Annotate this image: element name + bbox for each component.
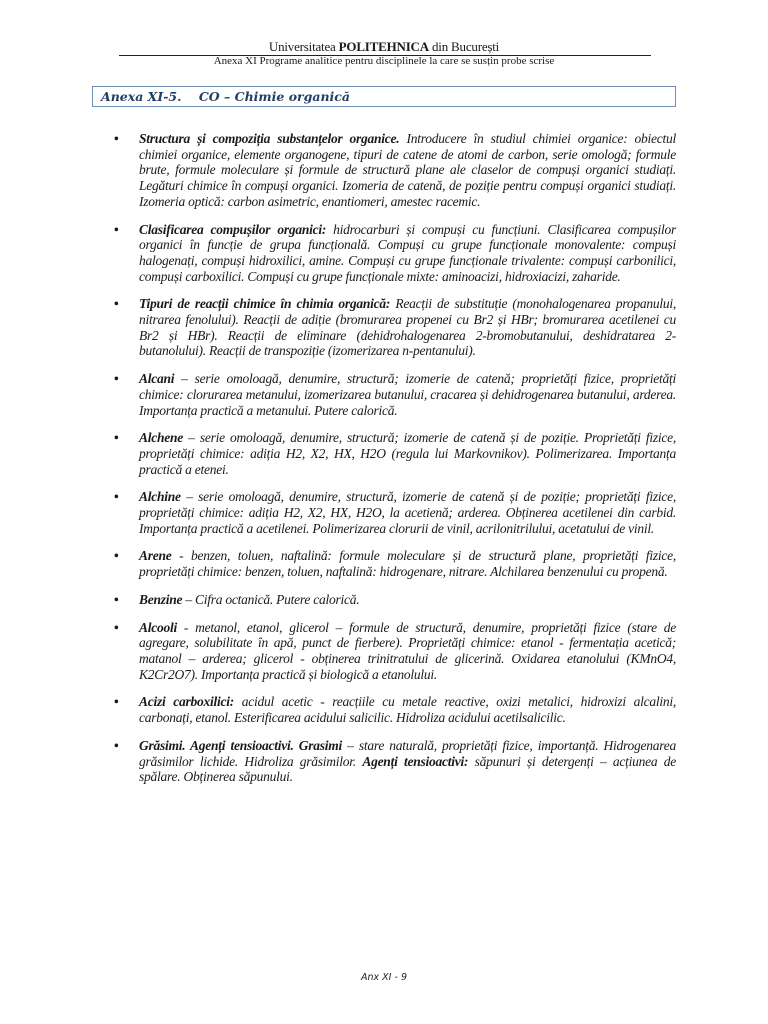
list-item bbox=[0, 738, 768, 785]
item-heading: Alchine bbox=[139, 489, 181, 505]
item-heading: Arene bbox=[139, 548, 172, 564]
list-item bbox=[0, 694, 768, 725]
university-suffix: din București bbox=[428, 39, 500, 54]
bullet-icon: • bbox=[114, 619, 119, 635]
item-text: – stare naturală, proprietăți fizice, importanță. Hidrogenarea grăsimilor lichide. Hidroliza grăsimilor. bbox=[139, 737, 676, 769]
item-text: - metanol, etanol, glicerol – formule de structură, denumire, proprietăți fizice (stare de agregare, solubilitate în apă, punct de fierbere). Proprietăți chimice: etanol - fermentația acetică; matanol – arderea; glicerol - obținerea trinitratului de glicerină. Oxidarea etanolului (KMnO4, K2Cr2O7). Importanța practică și biologică a etanolului. bbox=[139, 619, 676, 682]
item-text: – Cifra octanică. Putere calorică. bbox=[182, 591, 360, 607]
item-text: săpunuri și detergenți – acțiunea de spălare. Obținerea săpunului. bbox=[139, 753, 676, 785]
item-text: Introducere în studiul chimiei organice: obiectul chimiei organice, elemente organogene, tipuri de catene de atomi de carbon, serie omologă; formule brute, formule moleculare și formule de structură plane ale claselor de compuși organici studiați. Legături chimice în compuși organici. Izomeria de catenă, de poziție pentru compuși organici studiați. Izomeria optică: carbon asimetric, enantiomeri, amestec racemic. bbox=[139, 131, 676, 209]
list-item bbox=[0, 131, 768, 210]
list-item bbox=[0, 548, 768, 579]
item-text: – serie omoloagă, denumire, structură; izomerie de catenă; proprietăți fizice, proprietăți chimice: clorurarea metanului, izomerizarea butanului, cracarea și dehidrogenarea butanului, arderea. Importanța practică a metanului. Putere calorică. bbox=[139, 371, 676, 418]
item-heading: Grăsimi. Agenți tensioactivi. Grasimi bbox=[139, 737, 342, 753]
item-heading: Benzine bbox=[139, 591, 183, 607]
item-text: – serie omoloagă, denumire, structură, izomerie de catenă și de poziție; proprietăți fizice, proprietăți chimice: adiția H2, X2, HX, H2O, la acetienă; arderea. Obținerea acetilenei din carbid. Importanța practică a acetilenei. Polimerizarea clorurii de vinil, acrilonitrilului, acetatului de vinil. bbox=[139, 489, 676, 536]
list-item bbox=[0, 592, 768, 608]
list-item bbox=[0, 222, 768, 285]
bullet-icon: • bbox=[114, 221, 119, 237]
list-item bbox=[0, 430, 768, 477]
header-subtitle: Anexa XI Programe analitice pentru disciplinele la care se susțin probe scrise bbox=[213, 55, 555, 67]
item-heading: Alcooli bbox=[139, 619, 177, 635]
list-item bbox=[0, 371, 768, 418]
bullet-icon: • bbox=[114, 737, 119, 753]
bullet-icon: • bbox=[114, 430, 119, 446]
item-heading: Clasificarea compușilor organici: bbox=[139, 221, 327, 237]
list-item bbox=[0, 489, 768, 536]
section-title: Anexa XI-5. CO – Chimie organică bbox=[92, 86, 676, 107]
university-name: POLITEHNICA bbox=[338, 39, 429, 54]
bullet-icon: • bbox=[114, 489, 119, 505]
item-heading: Structura și compoziția substanțelor organice. bbox=[139, 131, 400, 146]
bullet-icon: • bbox=[114, 371, 119, 387]
item-text: hidrocarburi și compuși cu funcțiuni. Clasificarea compușilor organici în funcție de grupa funcțională. Compuși cu grupe funcționale monovalente: compuși halogenați, compuși hidroxilici, amine. Compuși cu grupe funcționale trivalente: compuși carbonilici, compuși carboxilici. Compuși cu grupe funcționale mixte: aminoacizi, hidroxiacizi, zaharide. bbox=[139, 221, 676, 284]
page-number: Anx XI - 9 bbox=[361, 972, 407, 983]
bullet-icon: • bbox=[114, 548, 119, 564]
item-heading: Tipuri de reacții chimice în chimia organică: bbox=[139, 296, 391, 312]
list-item bbox=[0, 620, 768, 683]
item-text: acidul acetic - reacțiile cu metale reactive, oxizi metalici, hidroxizi alcalini, carbonați, etanol. Esterificarea acidului salicilic. Hidroliza acidului acetilsalicilic. bbox=[139, 694, 676, 726]
university-prefix: Universitatea bbox=[268, 39, 339, 54]
list-item bbox=[0, 296, 768, 359]
item-text: - benzen, toluen, naftalină: formule moleculare și de structură plane, proprietăți fizice, proprietăți chimice: benzen, toluen, naftalină: hidrogenare, nitrare. Alchilarea benzenului cu propenă. bbox=[139, 548, 676, 580]
item-subheading: Agenți tensioactivi: bbox=[362, 753, 469, 769]
item-text: – serie omoloagă, denumire, structură; izomerie de catenă și de poziție. Proprietăți fizice, proprietăți chimice: adiția H2, X2, HX, H2O (regula lui Markovnikov). Polimerizarea. Importanța practică a etenei. bbox=[139, 430, 676, 477]
item-heading: Acizi carboxilici: bbox=[139, 694, 234, 710]
item-heading: Alchene bbox=[139, 430, 183, 446]
item-heading: Alcani bbox=[139, 371, 175, 387]
topics-list bbox=[0, 131, 768, 797]
item-text: Reacții de substituție (monohalogenarea propanului, nitrarea fenolului). Reacții de adiție (bromurarea propenei cu Br2 și HBr; bromurarea acetilenei cu Br2 și HBr). Reacții de eliminare (dehidrohalogenarea 2-bromobutanului, deshidratarea 2-butanolului). Reacții de transpoziție (izomerizarea n-pentanului). bbox=[139, 296, 676, 359]
bullet-icon: • bbox=[114, 131, 119, 146]
university-header bbox=[0, 39, 768, 54]
bullet-icon: • bbox=[114, 694, 119, 710]
bullet-icon: • bbox=[114, 591, 119, 607]
bullet-icon: • bbox=[114, 296, 119, 312]
